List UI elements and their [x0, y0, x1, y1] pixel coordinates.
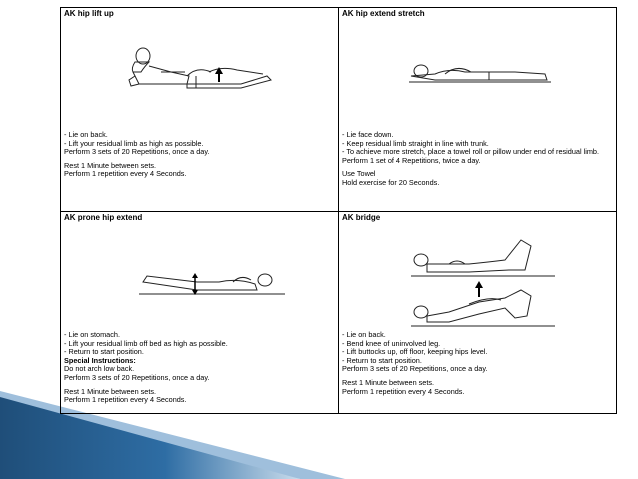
instruction-line: - Lift buttocks up, off floor, keeping hips level. [342, 347, 488, 357]
bridge-illustration [409, 232, 559, 328]
instruction-line: - Lie on back. [342, 330, 386, 339]
instruction-line: Perform 3 sets of 20 Repetitions, once a day. [64, 372, 210, 382]
instruction-line: Use Towel [342, 169, 376, 179]
instruction-line: Rest 1 Minute between sets. [64, 386, 157, 396]
instruction-line: Perform 1 repetition every 4 Seconds. [64, 395, 187, 405]
instruction-line: - Lift your residual limb as high as possible. [64, 138, 204, 148]
instruction-line: - Return to start position. [64, 347, 144, 357]
instruction-line: Rest 1 Minute between sets. [64, 160, 157, 170]
exercise-instructions [64, 131, 336, 179]
instruction-line: Rest 1 Minute between sets. [342, 377, 435, 387]
exercise-cell-hip-lift-up [61, 8, 338, 211]
exercise-instructions [342, 331, 614, 396]
instruction-line: Perform 1 set of 4 Repetitions, twice a day. [342, 155, 481, 165]
exercise-cell-bridge [339, 212, 616, 413]
instruction-line: Do not arch low back. [64, 364, 135, 374]
instruction-line: Perform 1 repetition every 4 Seconds. [342, 386, 465, 396]
instruction-line: Hold exercise for 20 Seconds. [342, 177, 440, 187]
instruction-line: - Lie on back. [64, 130, 108, 139]
instruction-line: - Return to start position. [342, 355, 422, 365]
exercise-cell-hip-extend-stretch [339, 8, 616, 211]
hip-lift-illustration [121, 36, 281, 96]
instruction-line: - Lift your residual limb off bed as high as possible. [64, 338, 228, 348]
instruction-line: - Bend knee of uninvolved leg. [342, 338, 441, 348]
hip-extend-stretch-illustration [405, 54, 555, 86]
instruction-line: Perform 3 sets of 20 Repetitions, once a day. [342, 364, 488, 374]
instruction-line: - Keep residual limb straight in line with trunk. [342, 138, 489, 148]
exercise-instructions [64, 331, 336, 405]
special-instructions-heading: Special Instructions: [64, 355, 136, 365]
instruction-line: Perform 3 sets of 20 Repetitions, once a day. [64, 147, 210, 157]
exercise-sheet [60, 7, 617, 414]
instruction-line: Perform 1 repetition every 4 Seconds. [64, 169, 187, 179]
exercise-title: AK bridge [342, 213, 381, 222]
exercise-instructions [342, 131, 614, 188]
exercise-title: AK hip extend stretch [342, 9, 425, 18]
exercise-title: AK prone hip extend [64, 213, 143, 222]
exercise-cell-prone-hip-extend [61, 212, 338, 413]
prone-hip-extend-illustration [137, 264, 287, 300]
instruction-line: - Lie face down. [342, 130, 394, 139]
exercise-title: AK hip lift up [64, 9, 114, 18]
instruction-line: - Lie on stomach. [64, 330, 120, 339]
instruction-line: - To achieve more stretch, place a towel roll or pillow under end of residual limb. [342, 147, 600, 157]
